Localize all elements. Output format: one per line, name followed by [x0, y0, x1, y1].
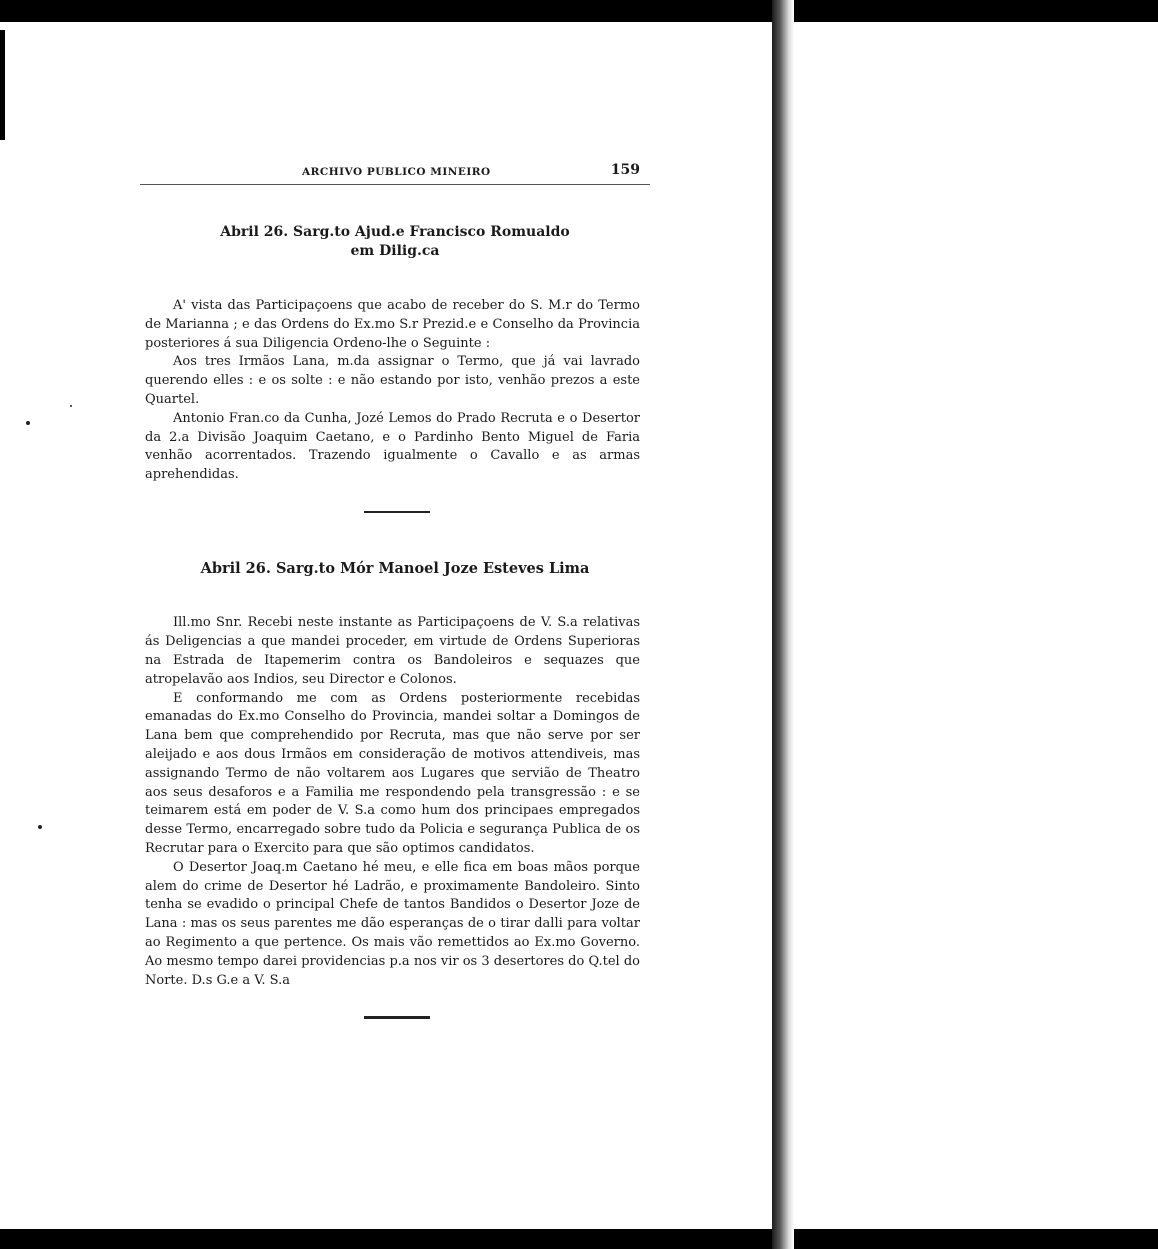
section-divider	[364, 1016, 430, 1019]
scan-top-border	[0, 0, 1158, 22]
scan-speck	[38, 825, 42, 829]
body-paragraph: E conformando me com as Ordens posteriormente recebidas emanadas do Ex.mo Conselho do Provincia, mandei soltar a Domingos de Lana bem que comprehendido por Recruta, mas que não serve por ser aleijado e aos dous Irmãos em consideração de motivos attendiveis, mas assignando Termo de não voltarem aos Lugares que servião de Theatro aos seus desaforos e a Familia me respondendo pela transgressão : e se teimarem está em poder de V. S.a como hum dos principaes empregados desse Termo, encarregado sobre tudo da Policia e segurança Publica de os Recrutar para o Exercito para que são optimos candidatos.	[145, 690, 640, 857]
running-header	[140, 150, 650, 185]
entry-heading	[140, 223, 650, 261]
left-edge-mark	[0, 30, 5, 140]
body-paragraph: A' vista das Participaçoens que acabo de receber do S. M.r do Termo de Marianna ; e das Ordens do Ex.mo S.r Prezid.e e Conselho da Provincia posteriores á sua Diligencia Ordeno-lhe o Seguinte :	[145, 298, 640, 351]
entry-body	[145, 297, 640, 485]
entry-heading-line: Abril 26. Sarg.to Ajud.e Francisco Romualdo	[220, 224, 570, 240]
running-title: ARCHIVO PUBLICO MINEIRO	[302, 166, 491, 178]
book-page	[140, 150, 650, 1019]
scan-bottom-border	[0, 1229, 1158, 1249]
entry-body	[145, 614, 640, 990]
entry-heading-line: em Dilig.ca	[350, 243, 440, 259]
entry-heading-line: Abril 26. Sarg.to Mór Manoel Joze Esteves Lima	[200, 560, 590, 578]
body-paragraph: O Desertor Joaq.m Caetano hé meu, e elle fica em boas mãos porque alem do crime de Desertor hé Ladrão, e proximamente Bandoleiro. Sinto tenha se evadido o principal Chefe de tantos Bandidos o Desertor Joze de Lana : mas os seus parentes me dão esperanças de o tirar dalli para voltar ao Regimento a que pertence. Os mais vão remettidos ao Ex.mo Governo. Ao mesmo tempo darei providencias p.a nos vir os 3 desertores do Q.tel do Norte. D.s G.e a V. S.a	[145, 859, 640, 988]
scan-speck	[26, 421, 30, 425]
body-paragraph: Ill.mo Snr. Recebi neste instante as Participaçoens de V. S.a relativas ás Deligencias a que mandei proceder, em virtude de Ordens Superioras na Estrada de Itapemerim contra os Bandoleiros e sequazes que atropelavão aos Indios, seu Director e Colonos.	[145, 615, 640, 687]
body-paragraph: Antonio Fran.co da Cunha, Jozé Lemos do Prado Recruta e o Desertor da 2.a Divisão Joaquim Caetano, e o Pardinho Bento Miguel de Faria venhão acorrentados. Trazendo igualmente o Cavallo e as armas aprehendidas.	[145, 410, 640, 483]
scan-speck	[70, 405, 72, 407]
section-divider	[364, 511, 430, 514]
book-gutter-shadow	[772, 0, 794, 1249]
page-number: 159	[610, 162, 640, 178]
body-paragraph: Aos tres Irmãos Lana, m.da assignar o Termo, que já vai lavrado querendo elles : e os solte : e não estando por isto, venhão prezos a este Quartel.	[145, 354, 640, 407]
entry-heading	[140, 559, 650, 578]
